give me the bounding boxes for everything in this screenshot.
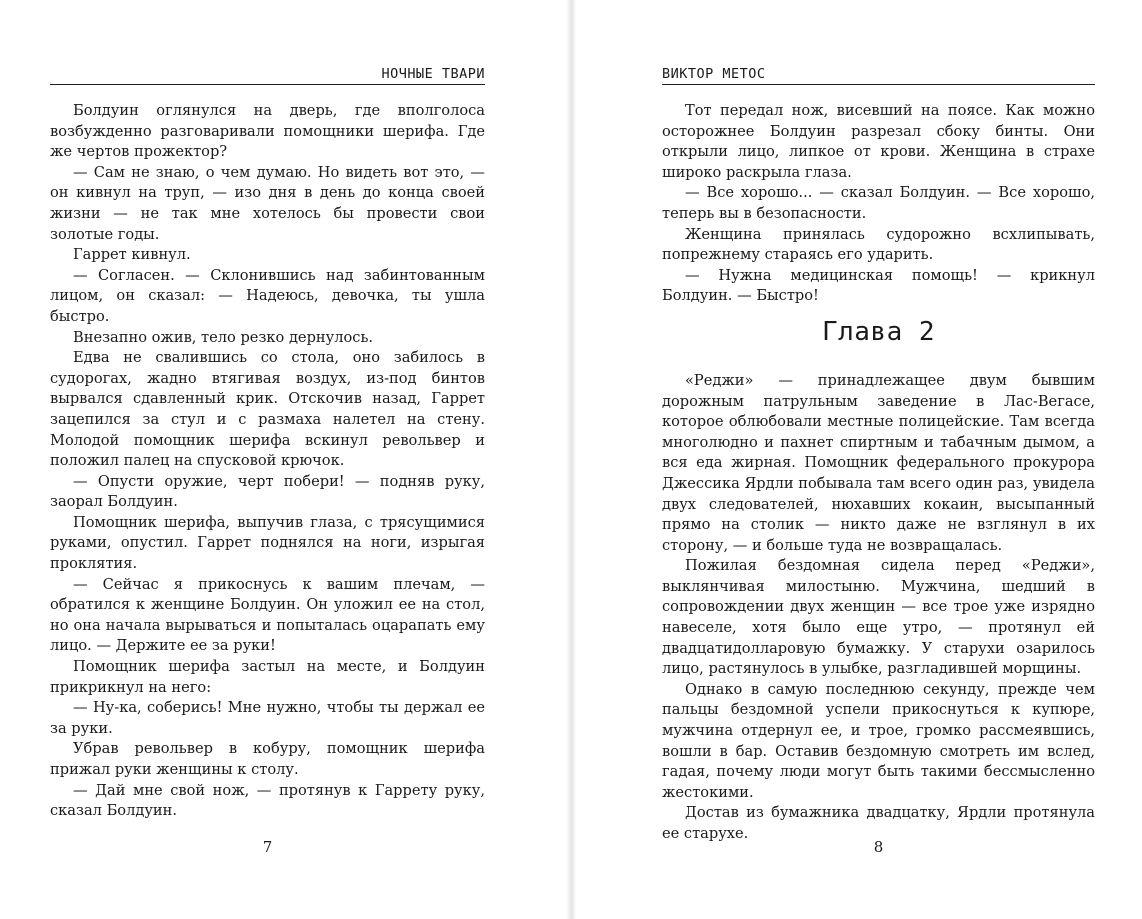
paragraph: — Сейчас я прикоснусь к вашим плечам, — обратился к женщине Болдуин. Он уложил ее на стол, но она начала вырываться и попыталась оцарапать ему лицо. — Держите ее за руки! bbox=[50, 575, 485, 655]
paragraph: — Согласен. — Склонившись над забинтованным лицом, он сказал: — Надеюсь, девочка, ты ушла быстро. bbox=[50, 266, 485, 325]
paragraph: Пожилая бездомная сидела перед «Реджи», выклянчивая милостыню. Мужчина, шедший в сопровождении двух женщин — все трое уже изрядно навеселе, хотя было еще утро, — протянул ей двадцатидолларовую бумажку. У старухи озарилось лицо, растянулось в улыбке, разгладившей морщины. bbox=[662, 557, 1095, 678]
left-page-body bbox=[50, 101, 485, 822]
paragraph: «Реджи» — принадлежащее двум бывшим дорожным патрульным заведение в Лас-Вегасе, которое облюбовали местные полицейские. Там всегда многолюдно и пахнет спиртным и табачным дымом, а вся еда жирная. Помощник федерального прокурора Джессика Ярдли побывала там всего один раз, увидела двух следователей, нюхавших кокаин, высыпанный прямо на столик — никто даже не взглянул в их сторону, — и больше туда не возвращалась. bbox=[662, 371, 1095, 554]
paragraph: — Нужна медицинская помощь! — крикнул Болдуин. — Быстро! bbox=[662, 266, 1095, 305]
right-page-number: 8 bbox=[873, 838, 884, 856]
paragraph: Тот передал нож, висевший на поясе. Как можно осторожнее Болдуин разрезал сбоку бинты. Они открыли лицо, липкое от крови. Женщина в страхе широко раскрыла глаза. bbox=[662, 102, 1095, 181]
paragraph: Помощник шерифа, выпучив глаза, с трясущимися руками, опустил. Гаррет поднялся на ноги, изрыгая проклятия. bbox=[50, 513, 485, 573]
paragraph: Болдуин оглянулся на дверь, где вполголоса возбужденно разговаривали помощники шерифа. Где же чертов прожектор? bbox=[50, 102, 485, 161]
paragraph: — Сам не знаю, о чем думаю. Но видеть вот это, — он кивнул на труп, — изо дня в день до конца своей жизни — не так мне хотелось бы провести свои золотые годы. bbox=[50, 163, 485, 243]
paragraph: Женщина принялась судорожно всхлипывать, попрежнему стараясь его ударить. bbox=[662, 225, 1095, 264]
right-page-body bbox=[662, 101, 1095, 845]
paragraph: Убрав револьвер в кобуру, помощник шерифа прижал руки женщины к столу. bbox=[50, 740, 485, 778]
paragraph: Гаррет кивнул. bbox=[73, 246, 191, 264]
paragraph: — Дай мне свой нож, — протянув к Гаррету руку, сказал Болдуин. bbox=[50, 781, 485, 820]
chapter-title: Глава 2 bbox=[821, 316, 936, 347]
paragraph: Внезапно ожив, тело резко дернулось. bbox=[73, 328, 374, 346]
paragraph: — Все хорошо... — сказал Болдуин. — Все хорошо, теперь вы в безопасности. bbox=[662, 184, 1095, 222]
book-gutter bbox=[566, 0, 576, 919]
paragraph: — Опусти оружие, черт побери! — подняв руку, заорал Болдуин. bbox=[50, 472, 485, 511]
left-page-number: 7 bbox=[262, 838, 273, 856]
paragraph: Помощник шерифа застыл на месте, и Болдуин прикрикнул на него: bbox=[50, 658, 485, 696]
right-running-head: ВИКТОР МЕТОС bbox=[662, 66, 1095, 85]
paragraph: — Ну-ка, соберись! Мне нужно, чтобы ты держал ее за руки. bbox=[50, 699, 485, 737]
paragraph: Однако в самую последнюю секунду, прежде чем пальцы бездомной успели прикоснуться к купюре, мужчина отдернул ее, и трое, громко рассмеявшись, вошли в бар. Оставив бездомную смотреть им вслед, гадая, почему люди могут быть такими бессмысленно жестокими. bbox=[662, 680, 1095, 801]
left-running-head: НОЧНЫЕ ТВАРИ bbox=[50, 66, 485, 85]
paragraph: Едва не свалившись со стола, оно забилось в судорогах, жадно втягивая воздух, из-под бинтов вырвался сдавленный крик. Отскочив назад, Гаррет зацепился за стул и с размаха налетел на стену. Молодой помощник шерифа вскинул револьвер и положил палец на спусковой крючок. bbox=[50, 349, 485, 470]
paragraph: Достав из бумажника двадцатку, Ярдли протянула ее старухе. bbox=[662, 804, 1095, 842]
